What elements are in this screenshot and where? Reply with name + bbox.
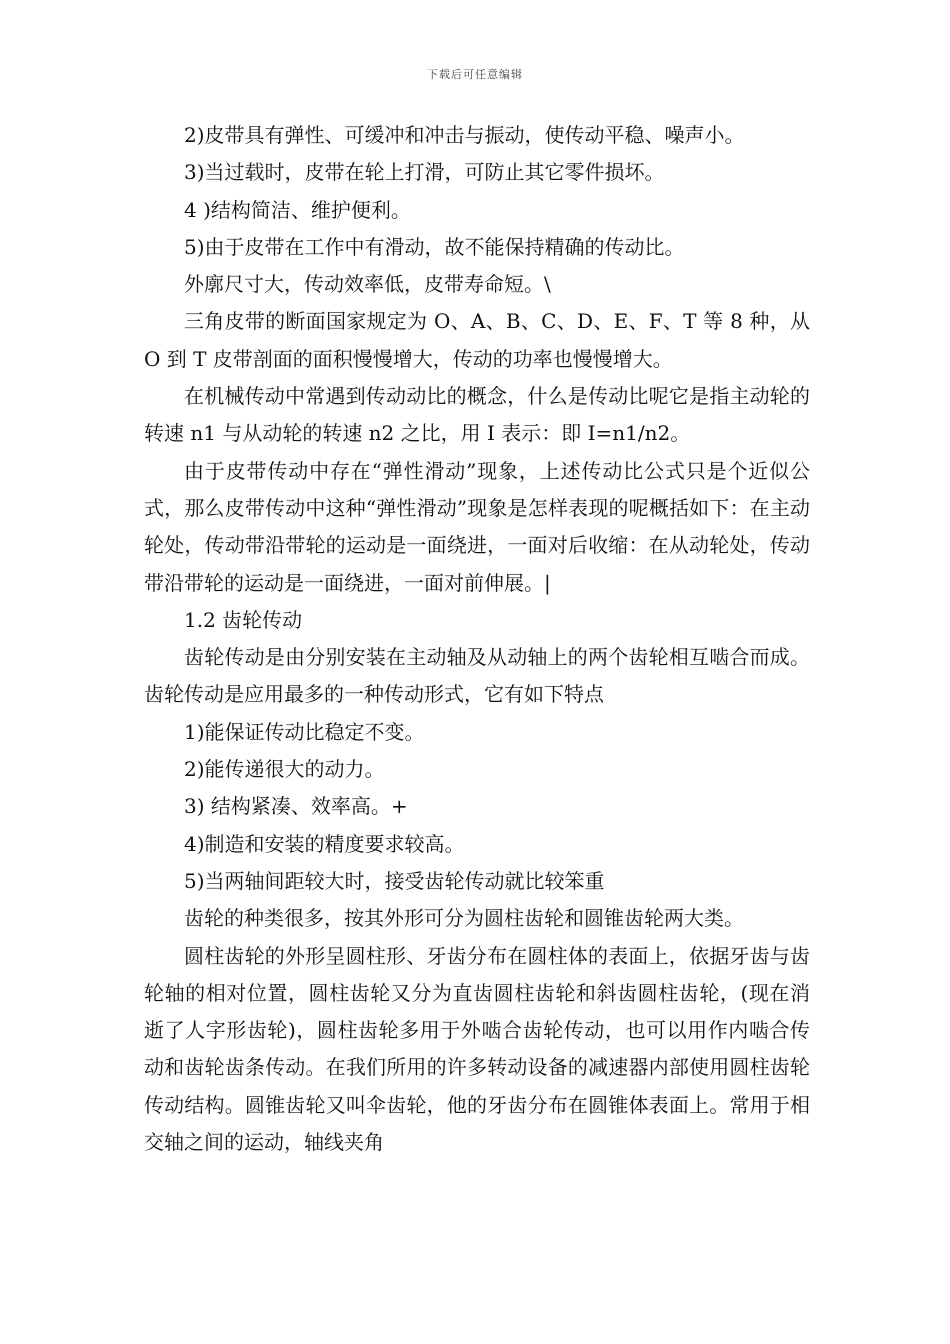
paragraph: 4)制造和安装的精度要求较高。 <box>184 831 465 856</box>
paragraph: 在机械传动中常遇到传动动比的概念，什么是传动比呢它是指主动轮的转速 n1 与从动轮的转速 n2 之比，用 I 表示：即 I=n1/n2。 <box>144 384 810 446</box>
paragraph: 4 )结构简洁、维护便利。 <box>184 197 411 222</box>
paragraph: 由于皮带传动中存在“弹性滑动”现象，上述传动比公式只是个近似公式，那么皮带传动中这种“弹性滑动”现象是怎样表现的呢概括如下：在主动轮处，传动带沿带轮的运动是一面绕进，一面对后收缩：在从动轮处，传动带沿带轮的运动是一面绕进，一面对前伸展。| <box>144 458 810 595</box>
page-header-note: 下载后可任意编辑 <box>427 68 523 81</box>
paragraph: 5)由于皮带在工作中有滑动，故不能保持精确的传动比。 <box>184 234 685 259</box>
document-body <box>144 117 810 1161</box>
paragraph: 2)能传递很大的动力。 <box>184 757 385 782</box>
paragraph: 三角皮带的断面国家规定为 O、A、B、C、D、E、F、T 等 8 种，从 O 到 T 皮带剖面的面积慢慢增大，传动的功率也慢慢增大。 <box>144 309 810 371</box>
paragraph: 3)当过载时，皮带在轮上打滑，可防止其它零件损坏。 <box>184 160 665 185</box>
paragraph: 圆柱齿轮的外形呈圆柱形、牙齿分布在圆柱体的表面上，依据牙齿与齿轮轴的相对位置，圆柱齿轮又分为直齿圆柱齿轮和斜齿圆柱齿轮，(现在消逝了人字形齿轮)，圆柱齿轮多用于外啮合齿轮传动，也可以用作内啮合传动和齿轮齿条传动。在我们所用的许多转动设备的减速器内部使用圆柱齿轮传动结构。圆锥齿轮又叫伞齿轮，他的牙齿分布在圆锥体表面上。常用于相交轴之间的运动，轴线夹角 <box>144 943 810 1155</box>
paragraph: 3) 结构紧凑、效率高。+ <box>184 794 408 819</box>
paragraph: 2)皮带具有弹性、可缓冲和冲击与振动，使传动平稳、噪声小。 <box>184 123 745 147</box>
section-heading: 1.2 齿轮传动 <box>184 607 303 632</box>
paragraph: 外廓尺寸大，传动效率低，皮带寿命短。\ <box>184 272 551 297</box>
paragraph: 齿轮的种类很多，按其外形可分为圆柱齿轮和圆锥齿轮两大类。 <box>184 906 744 931</box>
paragraph: 5)当两轴间距较大时，接受齿轮传动就比较笨重 <box>184 868 605 893</box>
paragraph: 1)能保证传动比稳定不变。 <box>184 719 425 744</box>
paragraph: 齿轮传动是由分别安装在主动轴及从动轴上的两个齿轮相互啮合而成。齿轮传动是应用最多的一种传动形式，它有如下特点 <box>144 645 810 707</box>
